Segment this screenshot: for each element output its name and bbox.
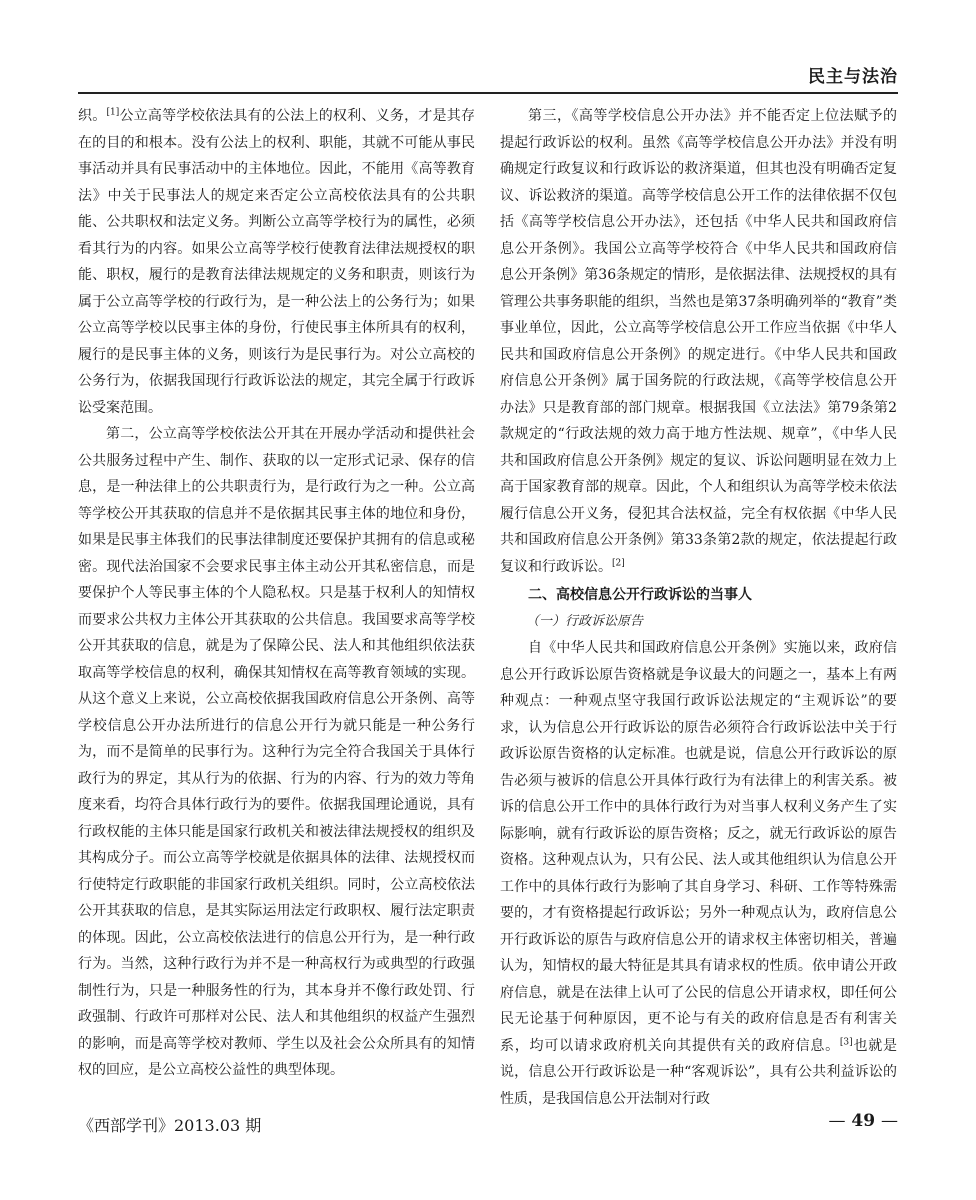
left-column bbox=[78, 103, 475, 1084]
paragraph bbox=[78, 103, 475, 421]
text-run: 织。 bbox=[78, 108, 107, 124]
paragraph bbox=[500, 103, 897, 580]
dash: — bbox=[828, 1111, 846, 1131]
paragraph bbox=[500, 635, 897, 1112]
text-run: 自《中华人民共和国政府信息公开条例》实施以来，政府信息公开行政诉讼原告资格就是争议最大的问题之一，基本上有两种观点：一种观点坚守我国行政诉讼法规定的“主观诉讼”的要求，认为信息公开行政诉讼的原告必须符合行政诉讼法中关于行政诉讼原告资格的认定标准。也就是说，信息公开行政诉讼的原告必须与被诉的信息公开具体行政行为有法律上的利害关系。被诉的信息公开工作中的具体行政行为对当事人权利义务产生了实际影响，就有行政诉讼的原告资格；反之，就无行政诉讼的原告资格。这种观点认为，只有公民、法人或其他组织认为信息公开工作中的具体行政行为影响了其自身学习、科研、工作等特殊需要的，才有资格提起行政诉讼；另外一种观点认为，政府信息公开行政诉讼的原告与政府信息公开的请求权主体密切相关，普遍认为，知情权的最大特征是其具有请求权的性质。依申请公开政府信息，就是在法律上认可了公民的信息公开请求权，即任何公民无论基于何种原因，更不论与有关的政府信息是否有利害关系，均可以请求政府机关向其提供有关的政府信息。 bbox=[500, 640, 897, 1054]
dash: — bbox=[881, 1111, 898, 1131]
right-column bbox=[500, 103, 897, 1112]
citation-ref: [1] bbox=[106, 107, 120, 118]
journal-issue: 《西部学刊》2013.03 期 bbox=[78, 1116, 262, 1135]
section-title: 民主与法治 bbox=[808, 67, 898, 87]
section-heading: 二、高校信息公开行政诉讼的当事人 bbox=[528, 587, 752, 603]
text-run: 也就是说，信息公开行政诉讼是一种“客观诉讼”，具有公共利益诉讼的性质，是我国信息公开法制对行政 bbox=[500, 1037, 898, 1107]
paragraph: 第二，公立高等学校依法公开其在开展办学活动和提供社会公共服务过程中产生、制作、获取的以一定形式记录、保存的信息，是一种法律上的公共职责行为，是行政行为之一种。公立高等学校公开其获取的信息并不是依据其民事主体的地位和身份，如果是民事主体我们的民事法律制度还要保护其拥有的信息或秘密。现代法治国家不会要求民事主体主动公开其私密信息，而是要保护个人等民事主体的个人隐私权。只是基于权利人的知情权而要求公共权力主体公开其获取的公共信息。我国要求高等学校公开其获取的信息，就是为了保障公民、法人和其他组织依法获取高等学校信息的权利，确保其知情权在高等教育领域的实现。从这个意义上来说，公立高校依据我国政府信息公开条例、高等学校信息公开办法所进行的信息公开行为就只能是一种公务行为，而不是简单的民事行为。这种行为完全符合我国关于具体行政行为的界定，其从行为的依据、行为的内容、行为的效力等角度来看，均符合具体行政行为的要件。依据我国理论通说，具有行政权能的主体只能是国家行政机关和被法律法规授权的组织及其构成分子。而公立高等学校就是依据具体的法律、法规授权而行使特定行政职能的非国家行政机关组织。同时，公立高校依法公开其获取的信息，是其实际运用法定行政职权、履行法定职责的体现。因此，公立高校依法进行的信息公开行为，是一种行政行为。当然，这种行政行为并不是一种高权行为或典型的行政强制性行为，只是一种服务性的行为，其本身并不像行政处罚、行政强制、行政许可那样对公民、法人和其他组织的权益产生强烈的影响，而是高等学校对教师、学生以及社会公众所具有的知情权的回应，是公立高校公益性的典型体现。 bbox=[78, 426, 475, 1078]
subsection-heading: （一）行政诉讼原告 bbox=[526, 613, 644, 629]
citation-ref: [3] bbox=[839, 1036, 853, 1047]
text-run: 公立高等学校依法具有的公法上的权利、义务，才是其存在的目的和根本。没有公法上的权利、职能，其就不可能从事民事活动并具有民事活动中的主体地位。因此，不能用《高等教育法》中关于民事法人的规定来否定公立高校依法具有的公共职能、公共职权和法定义务。判断公立高等学校行为的属性，必须看其行为的内容。如果公立高等学校行使教育法律法规授权的职能、职权，履行的是教育法律法规规定的义务和职责，则该行为属于公立高等学校的行政行为，是一种公法上的公务行为；如果公立高等学校以民事主体的身份，行使民事主体所具有的权利，履行的是民事主体的义务，则该行为是民事行为。对公立高校的公务行为，依据我国现行行政诉讼法的规定，其完全属于行政诉讼受案范围。 bbox=[78, 108, 476, 416]
citation-ref: [2] bbox=[612, 557, 625, 568]
page-number-value: 49 bbox=[851, 1111, 876, 1131]
text-run: 第三，《高等学校信息公开办法》并不能否定上位法赋予的提起行政诉讼的权利。虽然《高等学校信息公开办法》并没有明确规定行政复议和行政诉讼的救济渠道，但其也没有明确否定复议、诉讼救济的渠道。高等学校信息公开工作的法律依据不仅包括《高等学校信息公开办法》，还包括《中华人民共和国政府信息公开条例》。我国公立高等学校符合《中华人民共和国政府信息公开条例》第36条规定的情形，是依据法律、法规授权的具有管理公共事务职能的组织，当然也是第37条明确列举的“教育”类事业单位，因此，公立高等学校信息公开工作应当依据《中华人民共和国政府信息公开条例》的规定进行。《中华人民共和国政府信息公开条例》属于国务院的行政法规，《高等学校信息公开办法》只是教育部的部门规章。根据我国《立法法》第79条第2款规定的“行政法规的效力高于地方性法规、规章”，《中华人民共和国政府信息公开条例》规定的复议、诉讼问题明显在效力上高于国家教育部的规章。因此，个人和组织认为高等学校未依法履行信息公开义务，侵犯其合法权益，完全有权依据《中华人民共和国政府信息公开条例》第33条第2款的规定，依法提起行政复议和行政诉讼。 bbox=[500, 108, 897, 575]
header-rule bbox=[78, 92, 898, 94]
page-number bbox=[828, 1111, 898, 1131]
